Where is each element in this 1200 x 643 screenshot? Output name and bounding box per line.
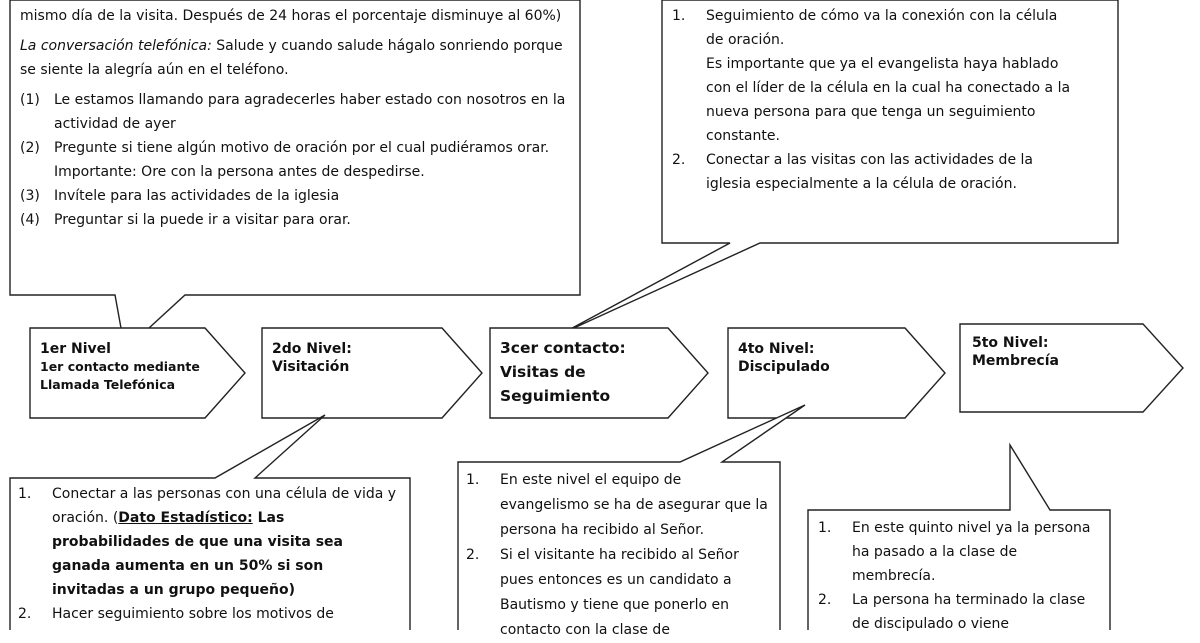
stat-label: Dato Estadístico: bbox=[118, 510, 253, 526]
level-subtitle: Visitas de Seguimiento bbox=[500, 363, 611, 405]
level-subtitle: Membrecía bbox=[972, 353, 1059, 369]
list-item: 1. Conectar a las personas con una célula de vida y oración. (Dato Estadístico: Las probabilidades de que una visita sea ganada aumenta en un 50% si son invitadas a un grupo pequeño) bbox=[18, 486, 397, 598]
membership-callout-text bbox=[818, 516, 1104, 636]
level-1-label bbox=[40, 340, 210, 394]
salvation-callout-text bbox=[466, 468, 772, 643]
level-title: 5to Nivel: bbox=[972, 335, 1049, 351]
list-item: 2. Hacer seguimiento sobre los motivos de bbox=[18, 606, 334, 622]
phone-title: La conversación telefónica: bbox=[20, 38, 212, 54]
level-2-label bbox=[272, 340, 442, 376]
visitation-steps bbox=[18, 482, 400, 626]
followup-callout-text bbox=[672, 4, 1072, 196]
phone-steps bbox=[20, 88, 570, 232]
level-title: 3cer contacto: bbox=[500, 339, 626, 357]
phone-callout-text bbox=[20, 4, 570, 232]
list-item: 2. La persona ha terminado la clase de discipulado o viene bbox=[818, 592, 1086, 632]
visitation-callout-text bbox=[18, 482, 400, 626]
list-item: (3) Invítele para las actividades de la iglesia bbox=[20, 188, 340, 204]
salvation-steps bbox=[466, 468, 772, 643]
level-title: 2do Nivel: bbox=[272, 341, 352, 357]
membership-steps bbox=[818, 516, 1104, 636]
phone-conversation bbox=[20, 34, 570, 82]
list-item: 1. En este quinto nivel ya la persona ha pasado a la clase de membrecía. bbox=[818, 520, 1091, 584]
level-title: 4to Nivel: bbox=[738, 341, 815, 357]
level-subtitle: 1er contacto mediante Llamada Telefónica bbox=[40, 359, 200, 392]
list-item: (1) Le estamos llamando para agradecerles haber estado con nosotros en la actividad de ayer bbox=[20, 92, 566, 132]
level-title: 1er Nivel bbox=[40, 341, 111, 357]
intro-text: mismo día de la visita. Después de 24 horas el porcentaje disminuye al 60%) bbox=[20, 8, 562, 24]
level-subtitle: Visitación bbox=[272, 359, 350, 375]
list-item: (2) Pregunte si tiene algún motivo de oración por el cual pudiéramos orar. Importante: Ore con la persona antes de despedirse. bbox=[20, 140, 550, 180]
followup-steps bbox=[672, 4, 1072, 196]
level-4-label bbox=[738, 340, 903, 376]
list-item: (4) Preguntar si la puede ir a visitar para orar. bbox=[20, 212, 351, 228]
list-item: 2. Si el visitante ha recibido al Señor pues entonces es un candidato a Bautismo y tiene que ponerlo en contacto con la clase de bbox=[466, 547, 739, 638]
phone-text: Salude y cuando salude hágalo sonriendo porque se siente la alegría aún en el teléfono. bbox=[20, 38, 563, 78]
list-item: 1. Seguimiento de cómo va la conexión con la célula de oración. Es importante que ya el evangelista haya hablado con el líder de la célula en la cual ha conectado a la nueva persona para que tenga un seguimiento constante. bbox=[672, 8, 1071, 144]
list-item: 2. Conectar a las visitas con las actividades de la iglesia especialmente a la célula de oración. bbox=[672, 152, 1033, 192]
list-item: 1. En este nivel el equipo de evangelismo se ha de asegurar que la persona ha recibido al Señor. bbox=[466, 472, 768, 538]
level-subtitle: Discipulado bbox=[738, 359, 830, 375]
level-3-label bbox=[500, 336, 660, 408]
level-5-label bbox=[972, 334, 1137, 370]
